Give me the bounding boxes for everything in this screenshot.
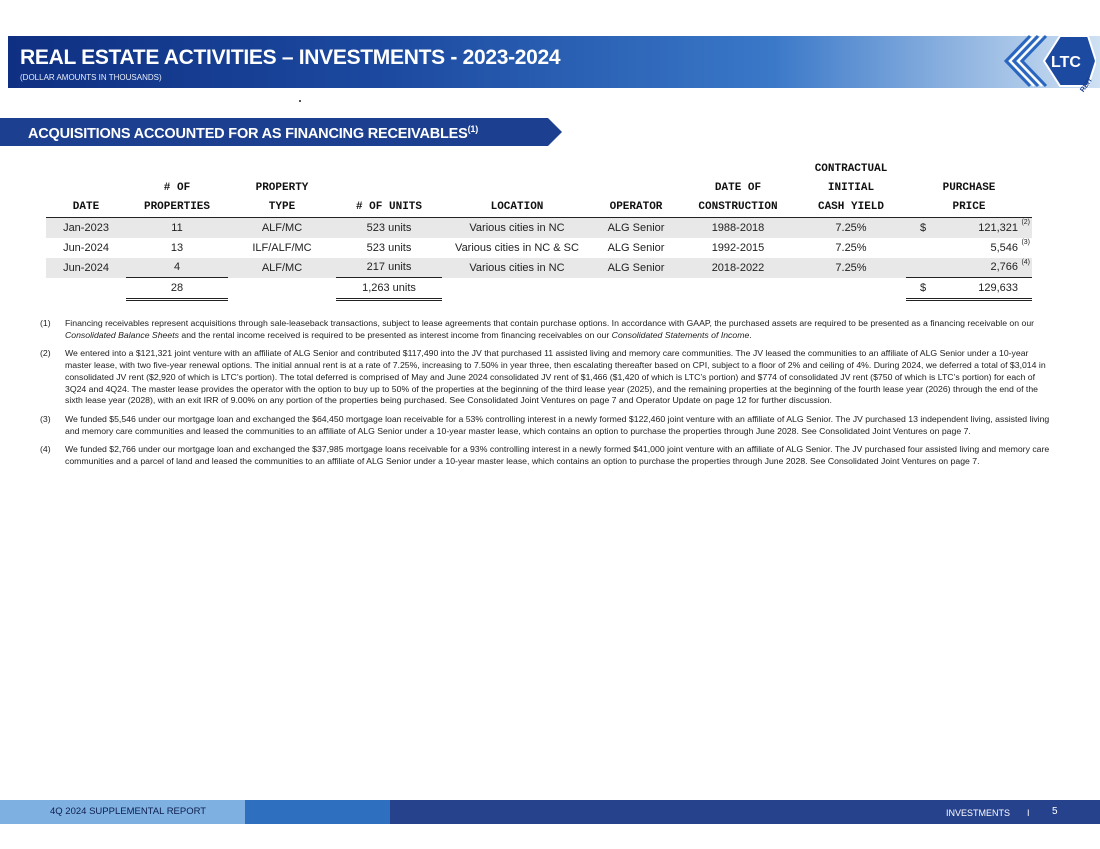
col-header-yield-1: CONTRACTUAL (814, 163, 888, 175)
total-properties: 28 (126, 278, 228, 300)
cell-type: ALF/MC (228, 258, 336, 278)
footnote-2 (40, 348, 1050, 407)
col-header-construction-2: CONSTRUCTION (680, 198, 796, 218)
footer-report-name: 4Q 2024 SUPPLEMENTAL REPORT (50, 806, 207, 817)
cell-price (906, 218, 1032, 238)
cell-construction: 1988-2018 (680, 218, 796, 238)
page-number: 5 (1052, 806, 1058, 817)
total-price (906, 278, 1032, 300)
footnote-text: We funded $2,766 under our mortgage loan and exchanged the $37,985 mortgage loans receivable for a 93% controlling interest in a newly formed $41,000 joint venture with an affiliate of ALG Senior. The JV purchased four assisted living and memory care communities and a parcel of land and leased the communities to an affiliate of ALG Senior under a 10-year master lease, which contains an option to purchase the properties through June 2028. See Consolidated Joint Ventures on page 7. (65, 444, 1050, 467)
section-title-text: ACQUISITIONS ACCOUNTED FOR AS FINANCING RECEIVABLES (28, 125, 468, 142)
footnote-text-part: . (749, 329, 752, 340)
cell-date: Jun-2024 (63, 241, 109, 254)
col-header-yield-2: INITIAL (827, 182, 875, 194)
footer-accent-mid (245, 800, 390, 824)
stray-dot (299, 100, 301, 102)
cell-construction: 1992-2015 (711, 241, 765, 254)
logo-subtext: REIT (1079, 76, 1095, 94)
ltc-reit-logo (1000, 28, 1096, 94)
price-footnote-ref: (3) (1021, 238, 1030, 246)
footnote-number: (1) (40, 318, 51, 328)
col-header-type-1: PROPERTY (255, 182, 309, 194)
cell-properties: 11 (126, 218, 228, 238)
currency-symbol: $ (920, 221, 927, 234)
cell-location: Various cities in NC & SC (455, 241, 579, 254)
total-row (46, 278, 1032, 300)
cell-price (906, 258, 1032, 278)
price-value: 2,766 (990, 261, 1018, 274)
cell-yield: 7.25% (796, 258, 906, 278)
price-value: 121,321 (978, 221, 1018, 234)
table-row (46, 218, 1032, 238)
footnotes (40, 318, 1050, 475)
cell-properties: 4 (126, 258, 228, 278)
footnote-number: (2) (40, 348, 51, 359)
footnote-text-part: and the rental income received is required to be presented as interest income from financing receivables on our (178, 329, 612, 340)
header-row-1 (46, 160, 1032, 179)
col-header-yield-3: CASH YIELD (796, 198, 906, 218)
footnote-text: We funded $5,546 under our mortgage loan and exchanged the $64,450 mortgage loan receivable for a 53% controlling interest in a newly formed $122,460 joint venture with an affiliate of ALG Senior. The JV purchased 13 independent living, assisted living and memory care communities and leased the communities to an affiliate of ALG Senior under a 10-year master lease, which contains an option to purchase the properties through June 2028. See Consolidated Joint Ventures on page 7. (65, 413, 1050, 436)
footnote-3 (40, 414, 1050, 437)
footnote-1 (40, 318, 1050, 341)
cell-operator: ALG Senior (607, 241, 665, 254)
total-units: 1,263 units (336, 278, 442, 300)
price-footnote-ref: (2) (1021, 219, 1030, 226)
col-header-date: DATE (46, 198, 126, 218)
cell-yield: 7.25% (835, 241, 867, 254)
footnote-text-part: Financing receivables represent acquisitions through sale-leaseback transactions, subject to lease agreements that contain purchase options. In accordance with GAAP, the purchased assets are required to be presented as a financing receivable on our (65, 318, 1035, 328)
currency-symbol: $ (920, 282, 927, 294)
cell-price (906, 238, 1032, 258)
cell-date: Jun-2024 (46, 258, 126, 278)
page-subtitle: (DOLLAR AMOUNTS IN THOUSANDS) (20, 73, 162, 82)
footnote-number: (3) (40, 413, 51, 424)
cell-date: Jan-2023 (46, 218, 126, 238)
logo-text: LTC (1051, 54, 1081, 71)
table-row (46, 238, 1032, 258)
col-header-properties-1: # OF (163, 182, 191, 194)
price-footnote-ref: (4) (1021, 258, 1030, 266)
col-header-location: LOCATION (442, 198, 592, 218)
col-header-properties-2: PROPERTIES (126, 198, 228, 218)
footnote-emphasis: Consolidated Balance Sheets (65, 329, 179, 340)
footer-separator: I (1027, 808, 1030, 818)
cell-location: Various cities in NC (442, 218, 592, 238)
cell-construction: 2018-2022 (680, 258, 796, 278)
cell-properties: 13 (170, 241, 184, 254)
total-price-value: 129,633 (978, 282, 1018, 294)
section-footnote-ref: (1) (467, 124, 478, 134)
cell-units: 217 units (336, 258, 442, 278)
cell-units: 523 units (336, 218, 442, 238)
footnote-4 (40, 444, 1050, 467)
footnote-emphasis: Consolidated Statements of Income (611, 329, 750, 340)
cell-operator: ALG Senior (592, 258, 680, 278)
col-header-price-2: PRICE (906, 198, 1032, 218)
col-header-units: # OF UNITS (336, 198, 442, 218)
cell-yield: 7.25% (796, 218, 906, 238)
col-header-operator: OPERATOR (592, 198, 680, 218)
cell-type: ALF/MC (228, 218, 336, 238)
col-header-price-1: PURCHASE (942, 182, 996, 194)
footer-section-name: INVESTMENTS (946, 808, 1011, 818)
cell-units: 523 units (366, 241, 412, 254)
col-header-type-2: TYPE (228, 198, 336, 218)
table-row (46, 258, 1032, 278)
cell-location: Various cities in NC (442, 258, 592, 278)
footnote-text: We entered into a $121,321 joint venture with an affiliate of ALG Senior and contributed $117,490 into the JV that purchased 11 assisted living and memory care communities. The JV leased the communities to an affiliate of ALG Senior under a 10-year master lease, with two five-year renewal options. The initial annual rent is at a rate of 7.25%, increasing to 7.50% in year three, then escalating thereafter based on CPI, subject to a floor of 2% and ceiling of 4%. During 2024, we deferred a total of $3,014 in consolidated JV rent ($2,920 of which is LTC’s portion). The total deferred is comprised of May and June 2024 consolidated JV rent of $1,466 ($1,420 of which is LTC’s portion) and $774 of consolidated JV rent ($750 of which is LTC’s portion) for each of 3Q24 and 4Q24. The master lease provides the operator with the option to buy up to 50% of the properties at the beginning of the third lease year (2025), and the remaining properties at the beginning of the fourth lease year (2026) through the end of the sixth lease year (2028), with an exit IRR of 9.00% on any portion of the properties being purchased. See Consolidated Joint Ventures on page 7 and Operator Update on page 12 for further discussion. (65, 348, 1046, 406)
section-title (28, 124, 478, 142)
price-value: 5,546 (990, 241, 1018, 254)
footnote-number: (4) (40, 444, 51, 455)
cell-operator: ALG Senior (592, 218, 680, 238)
footnote-text (65, 318, 1050, 341)
cell-type: ILF/ALF/MC (252, 241, 312, 254)
acquisitions-table (46, 160, 1032, 301)
col-header-construction-1: DATE OF (714, 182, 762, 194)
header-row-3 (46, 198, 1032, 218)
header-row-2 (46, 179, 1032, 198)
page-title: REAL ESTATE ACTIVITIES – INVESTMENTS - 2023-2024 (20, 46, 561, 69)
